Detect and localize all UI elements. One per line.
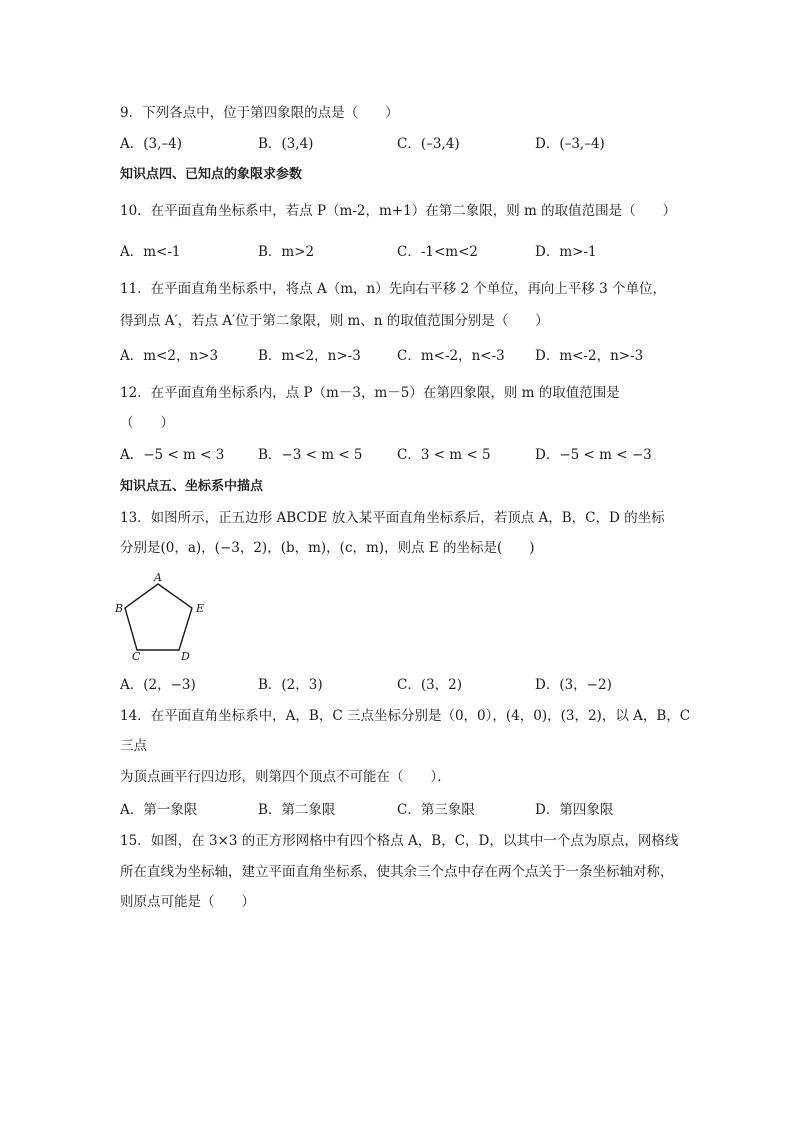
question-14-stem-line2: 三点 [120, 738, 147, 754]
question-15-stem-line2: 所在直线为坐标轴，建立平面直角坐标系，使其余三个点中存在两个点关于一条坐标轴对称， [120, 864, 674, 880]
question-13-stem-line1: 13．如图所示，正五边形 ABCDE 放入某平面直角坐标系后，若顶点 A，B，C，D 的坐标 [120, 510, 665, 526]
option-c: C．(–3,4) [397, 136, 460, 152]
option-b: B．(3,4) [258, 136, 314, 152]
option-a: A．第一象限 [120, 802, 198, 818]
option-d: D．(–3,–4) [535, 136, 605, 152]
option-b: B．(2，3) [258, 677, 323, 693]
option-b: B．m<2，n>-3 [258, 348, 361, 364]
vertex-label-a: A [154, 571, 162, 584]
option-b: B．m>2 [258, 244, 315, 260]
option-d: D．−5 < m < −3 [535, 447, 652, 463]
question-10-stem: 10．在平面直角坐标系中，若点 P（m-2，m+1）在第二象限，则 m 的取值范围是（ ） [120, 203, 677, 219]
option-b: B．第二象限 [258, 802, 336, 818]
question-15-stem-line1: 15．如图，在 3×3 的正方形网格中有四个格点 A，B，C，D，以其中一个点为原点，网格线 [120, 833, 679, 849]
option-c: C．第三象限 [397, 802, 475, 818]
option-a: A．m<2，n>3 [120, 348, 219, 364]
option-d: D．(3，−2) [535, 677, 612, 693]
option-c: C．-1<m<2 [397, 244, 478, 260]
question-15-stem-line3: 则原点可能是（ ） [120, 894, 255, 910]
vertex-label-d: D [181, 650, 190, 662]
option-d: D．第四象限 [535, 802, 614, 818]
pentagon-shape [125, 584, 192, 650]
vertex-label-c: C [132, 650, 141, 662]
question-12-stem-line2: （ ） [120, 415, 174, 431]
question-9-stem: 9．下列各点中，位于第四象限的点是（ ） [120, 105, 399, 121]
question-12-stem-line1: 12．在平面直角坐标系内，点 P（m－3，m－5）在第四象限，则 m 的取值范围是 [120, 385, 620, 401]
option-d: D．m>-1 [535, 244, 597, 260]
option-a: A．−5 < m < 3 [120, 447, 225, 463]
option-c: C．3 < m < 5 [397, 447, 491, 463]
vertex-label-e: E [196, 602, 205, 615]
question-14-stem-line1: 14．在平面直角坐标系中，A，B，C 三点坐标分别是（0，0），(4，0)，(3，2)，以 A，B，C [120, 708, 691, 724]
option-c: C．(3，2) [397, 677, 463, 693]
question-13-stem-line2: 分别是(0，a)，(−3，2)，(b，m)，(c，m)，则点 E 的坐标是( ) [120, 540, 535, 556]
section-heading-4: 知识点四、已知点的象限求参数 [120, 167, 303, 182]
vertex-label-b: B [115, 602, 124, 615]
option-b: B．−3 < m < 5 [258, 447, 363, 463]
option-c: C．m<-2，n<-3 [397, 348, 505, 364]
question-11-stem-line1: 11．在平面直角坐标系中，将点 A（m，n）先向右平移 2 个单位，再向上平移 3 个单位， [120, 281, 667, 297]
option-a: A．m<-1 [120, 244, 181, 260]
question-14-stem-line3: 为顶点画平行四边形，则第四个顶点不可能在（ ）． [120, 769, 451, 785]
option-a: A．(3,–4) [120, 136, 183, 152]
section-heading-5: 知识点五、坐标系中描点 [120, 479, 264, 494]
option-d: D．m<-2，n>-3 [535, 348, 644, 364]
question-11-stem-line2: 得到点 A′，若点 A′位于第二象限，则 m、n 的取值范围分别是（ ） [120, 313, 549, 329]
option-a: A．(2，−3) [120, 677, 196, 693]
pentagon-figure [112, 570, 212, 662]
